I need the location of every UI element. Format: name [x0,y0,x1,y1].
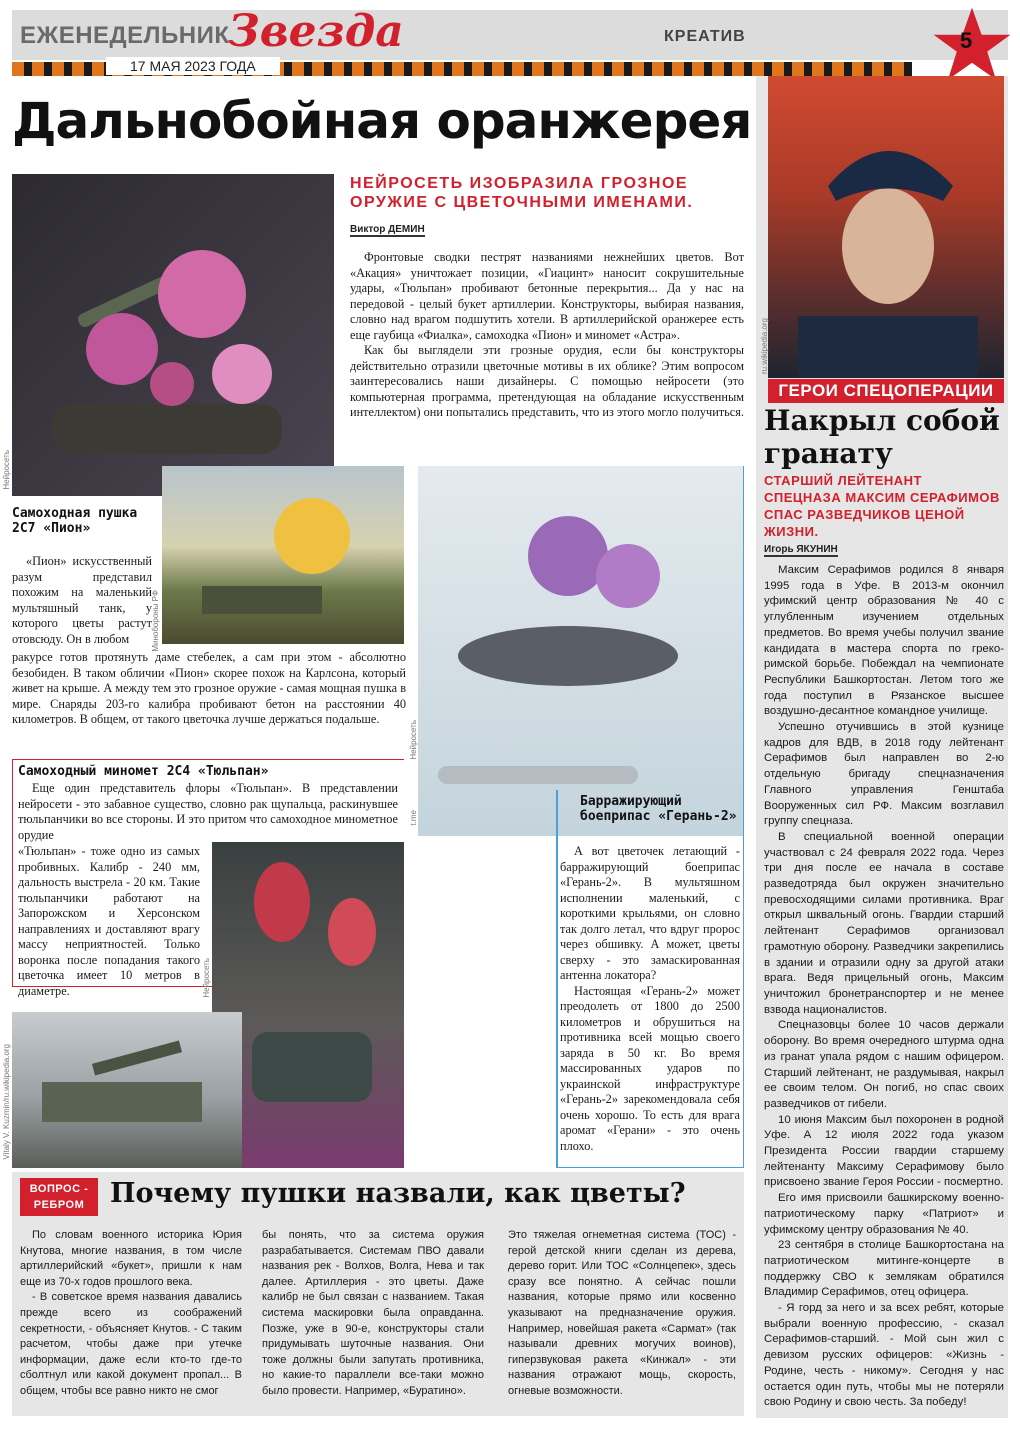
photo-credit: Минобороны РФ [151,590,160,652]
sidebar-paragraph: 10 июня Максим был похоронен в родной Уфе. А 12 июля 2022 года указом Президента России гвардии старшему лейтенанту Максиму Серафимову было присвоено звание Героя России - посмертно. [764,1113,1004,1189]
pion-text-wide [12,650,406,728]
tulip-paragraph: Еще один представитель флоры «Тюльпан». В представлении нейросети - это забавное существо, словно рак щупальца, раскинувшее тюльпанчики во все стороны. И это притом что самоходное минометное орудие [18,781,398,842]
qa-tag: ВОПРОС - РЕБРОМ [20,1178,98,1216]
sidebar-paragraph: Спецназовцы более 10 часов держали оборону. Во время очередного штурма одна из гранат упала рядом с нашим офицером. Старший лейтенант, не раздумывая, накрыл ее своим телом. Он погиб, но спас своих разведчиков от гибели. [764,1019,1004,1110]
sidebar-rubric: ГЕРОИ СПЕЦОПЕРАЦИИ [768,379,1004,403]
qa-paragraph: По словам военного историка Юрия Кнутова, многие названия, в том числе артиллерийский «букет», пришли к нам еще из 70-х годов прошлого века. [20,1229,242,1288]
brand-logo: Звезда [228,6,404,57]
qa-paragraph: Это тяжелая огнеметная система (ТОС) - герой детской книги сделан из дерева, дерево горит. Или ТОС «Солнцепек», здесь сразу все понятно. А сейчас пошли названия, которые прямо или косвенно указывают на предназначение оружия. Например, новейшая ракета «Сармат» (так называли древних могучих воинов), гиперзвуковая ракета «Кинжал» - эти названия отражают мощь, скорость, огневые возможности. [508,1229,736,1397]
geran-frame-left [556,790,558,1168]
intro-text [350,250,744,421]
page-number: 5 [960,28,973,53]
geran-subheading: Барражирующий боеприпас «Герань-2» [580,794,737,824]
pion-subheading: Самоходная пушка 2С7 «Пион» [12,506,138,536]
photo-credit: Нейросеть [202,958,211,998]
sidebar-paragraph: Его имя присвоили башкирскому военно-патриотическому парку «Патриот» и уфимскому центру образования № 40. [764,1192,1004,1236]
qa-column-3 [508,1228,736,1400]
pion-photo [162,466,404,644]
photo-credit: t.me [409,810,418,826]
sidebar-paragraph: - Я горд за него и за всех ребят, которые выбрали военную профессию, - сказал Серафимов-старший. - Мой сын жил с девизом русских офицеров: «Жизнь - Родине, честь - никому». Сегодня у нас остается один путь, чтобы мы не потеряли свою Родину и свою честь. За победу! [764,1302,1004,1409]
sidebar-paragraph: 23 сентября в столице Башкортостана на патриотическом митинге-концерте в поддержку СВО к землякам обратился Владимир Серафимов, отец офицера. [764,1239,1004,1299]
qa-paragraph: - В советское время названия давались прежде всего из соображений секретности, - объясняет Кнутов. - С таким расчетом, чтобы даже при утечке информации, даже если кто-то где-то сболтнул или какой документ пропал... В общем, чтобы все равно никто не смог [20,1291,242,1397]
sidebar-paragraph: В специальной военной операции участвовал с 24 февраля 2022 года. Через три дня после ее начала в составе разведотряда был окружен значительно превосходящими силами противника. Враг открыл шквальный огонь. Гвардии старший лейтенант Серафимов организовал грамотную оборону. Разведчики закрепились в здании и отразили одну за другой атаки врага. Ведя прицельный огонь, Максим уничтожил бронетранспортер и не менее взвода националистов. [764,830,1004,1016]
qa-column-1 [20,1228,242,1400]
photo-credit: Нейросеть [2,450,11,490]
geran-text [560,844,740,1154]
section-rubric: КРЕАТИВ [664,28,746,45]
hero-portrait [768,76,1004,378]
tulip-photo [12,1012,242,1168]
brand-prefix: ЕЖЕНЕДЕЛЬНИК [20,22,230,49]
tulip-text-narrow [18,844,200,999]
tulip-subheading: Самоходный миномет 2С4 «Тюльпан» [18,764,269,779]
intro-paragraph: Как бы выглядели эти грозные орудия, если бы конструкторы действительно отразили цветочные мотивы в их облике? Этим вопросом заинтересовались наши дизайнеры. С помощью нейросети (это компьютерная программа, претендующая на обладание искусственным интеллектом) они попытались представить, что из этого могло получиться. [350,343,744,419]
tulip-paragraph: «Тюльпан» - тоже одно из самых пробивных. Калибр - 240 мм, дальность выстрела - 20 км. Такие тюльпанчики работают на Запорожском и Херсонском направлениях и доставляют врагу массу неприятностей. Только воронка после попадания такого цветочка имеет 10 метров в диаметре. [18,844,200,998]
qa-column-2 [262,1228,484,1400]
geran-paragraph: А вот цветочек летающий - барражирующий боеприпас «Герань-2». В мультяшном исполнении маленький, с короткими крыльями, он словно так долго летал, что вдруг пророс через обшивку. А может, цветы сверху - это замаскированная антенна локатора? [560,844,740,982]
pion-neuro-image [12,174,334,496]
geran-paragraph: Настоящая «Герань-2» может преодолеть от 1800 до 2500 километров и обрушиться на противника всей мощью своего заряда в 50 кг. Во время массированных ударов по украинской инфраструктуре «Герань-2» зарекомендовала себя очень хорошо. То есть для врага аромат «Герани» - это очень плохо. [560,983,740,1153]
author-byline: Виктор ДЕМИН [350,224,425,235]
issue-date: 17 МАЯ 2023 ГОДА [106,57,280,75]
photo-credit: Vitaly V. Kuzmin/ru.wikipedia.org [2,1044,11,1160]
sidebar-deck: СТАРШИЙ ЛЕЙТЕНАНТ СПЕЦНАЗА МАКСИМ СЕРАФИМОВ СПАС РАЗВЕДЧИКОВ ЦЕНОЙ ЖИЗНИ. [764,473,1000,539]
article-deck: НЕЙРОСЕТЬ ИЗОБРАЗИЛА ГРОЗНОЕ ОРУЖИЕ С ЦВЕТОЧНЫМИ ИМЕНАМИ. [350,175,694,211]
pion-paragraph: ракурсе готов протянуть даме стебелек, а сам при этом - абсолютно безобиден. В таком обличии «Пион» скорее похож на Карлсона, который живет на крыше. А между тем это грозное оружие - самая мощная пушка в мире. Снаряды 203-го калибра пробивают бетон на расстоянии 40 километров. В общем, от такого цветочка лучше держаться подальше. [12,650,406,726]
sidebar-paragraph: Успешно отучившись в этой кузнице кадров для ВДВ, в 2018 году лейтенант Серафимов был направлен во 2-ю отдельную бригаду спецназначения Главного управления Генштаба Вооруженных сил РФ. Максим возглавил группу спецназа. [764,721,1004,828]
intro-paragraph: Фронтовые сводки пестрят названиями нежнейших цветов. Вот «Акация» уничтожает позиции, «Гиацинт» наносит сокрушительные удары, «Тюльпан» пробивают бетонные перекрытия... Да у нас на передовой - целый букет артиллерии. Конструкторы, выбирая названия, словно над врагом подшутить хотели. В артиллерийской оранжерее есть еще гаубица «Фиалка», самоходка «Пион» и миномет «Астра». [350,250,744,342]
sidebar-author: Игорь ЯКУНИН [764,544,838,555]
sidebar-paragraph: Максим Серафимов родился 8 января 1995 года в Уфе. В 2013-м окончил уфимский центр образования № 40 с углубленным изучением отдельных предметов. Во время учебы получил звание кандидата в мастера спорта по греко-римской борьбе. Побеждал на чемпионате Республики Башкортостан. Летом того же года поступил в Рязанское высшее воздушно-десантное командное училище. [764,564,1004,718]
qa-headline: Почему пушки назвали, как цветы? [110,1178,686,1209]
tulip-text-wide [18,781,398,843]
sidebar-text [764,563,1004,1411]
sidebar-headline: Накрыл собой гранату [764,404,1000,470]
photo-credit: Нейросеть [409,720,418,760]
article-headline: Дальнобойная оранжерея [12,92,752,150]
qa-paragraph: бы понять, что за система оружия разрабатывается. Системам ПВО давали названия рек - Волхов, Волга, Нева и так далее. Артиллерия - это цветы. Даже калибр не был связан с названием. Такая система маскировки была оправданна. Позже, уже в 90-е, конструкторы стали придумывать шуточные названия. Они тоже должны были запутать противника, но какие-то параллели все-таки можно было провести. Например, «Буратино». [262,1229,484,1397]
pion-paragraph: «Пион» искусственный разум представил похожим на маленький мультяшный танк, у которого цветы растут отовсюду. Он в любом [12,554,152,646]
photo-credit: ru.wikipedia.org [760,318,769,375]
tank-flowers-icon [12,174,334,496]
pion-text-narrow [12,554,152,647]
